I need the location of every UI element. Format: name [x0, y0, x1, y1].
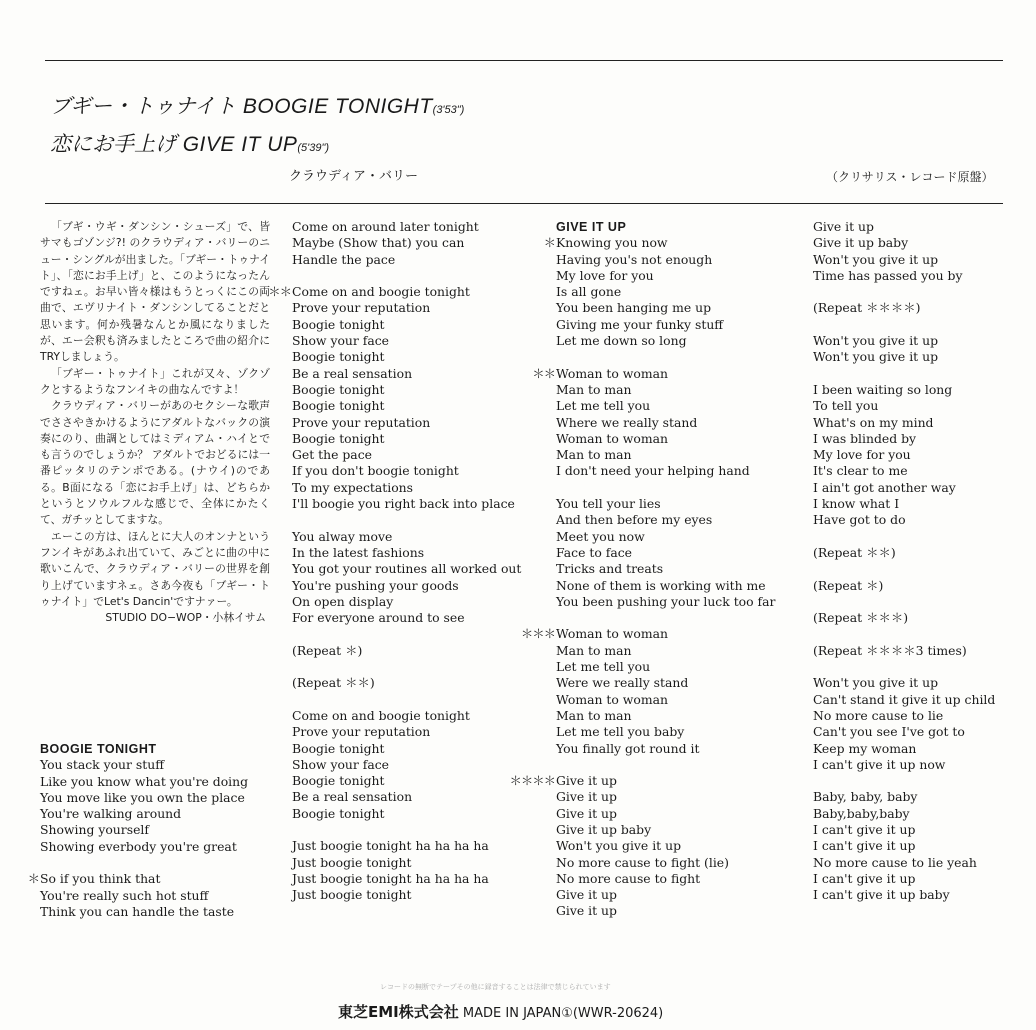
lyric-text: What's on my mind: [813, 414, 934, 430]
lyric-text: Man to man: [556, 381, 632, 397]
song2-title-en: GIVE IT UP: [182, 133, 298, 156]
lyric-text: Think you can handle the taste: [40, 903, 235, 919]
lyric-line: [813, 838, 995, 854]
lyric-text: I don't need your helping hand: [556, 463, 750, 479]
lyric-line: [556, 675, 775, 691]
lyric-line: [556, 887, 775, 903]
lyric-text: To my expectations: [292, 479, 414, 495]
lyric-line: [292, 349, 521, 365]
lyric-line: [556, 545, 775, 561]
lyric-text: Give it up: [556, 789, 617, 805]
footer: [338, 1001, 663, 1022]
lyric-line: [40, 855, 248, 871]
lyric-line: [292, 561, 521, 577]
lyric-line: [292, 431, 521, 447]
lyric-text: Let me down so long: [556, 333, 687, 349]
lyric-line: [292, 887, 521, 903]
liner-notes-paragraph: 「ブギ・ウギ・ダンシン・シューズ」で、皆サマもゴゾンジ?! のクラウディア・バリーのニュー・シングルが出ました。「ブギー・トゥナイト」、「恋にお手上げ」と、このようになったんですねェ。お早い皆々様はもうとっくにこの両曲で、エヴリナイト・ダンシンしてることだと思います。何か残暑なんとか風になりましたが、エー会釈も済みましたところで曲の紹介にTRYしましょう。: [40, 220, 270, 364]
lyric-line: [556, 741, 775, 757]
catalog-number: ①(WWR-20624): [561, 1006, 664, 1021]
lyric-line: [813, 610, 995, 626]
lyric-line: [40, 757, 248, 773]
lyric-line: [813, 806, 995, 822]
lyric-text: It's clear to me: [813, 463, 908, 479]
top-rule: [45, 60, 1003, 61]
lyric-line: [292, 300, 521, 316]
lyric-text: Woman to woman: [556, 626, 668, 642]
lyric-text: None of them is working with me: [556, 577, 766, 593]
repeat-marker: ＊＊: [532, 365, 555, 381]
label-credit: （クリサリス・レコード原盤）: [826, 170, 994, 184]
lyric-line: [813, 463, 995, 479]
lyric-text: Give it up baby: [556, 821, 652, 837]
liner-notes-paragraph: 「ブギー・トゥナイト」これが又々、ゾクゾクとするようなフンイキの曲なんですよ！: [40, 366, 270, 396]
lyric-text: Woman to woman: [556, 430, 668, 446]
lyric-text: Come on and boogie tonight: [292, 284, 470, 300]
lyric-text: You been pushing your luck too far: [556, 593, 776, 609]
lyric-line: [813, 512, 995, 528]
lyric-text: I know what I: [813, 496, 900, 512]
lyric-text: Boogie tonight: [292, 398, 385, 414]
lyric-text: Prove your reputation: [292, 724, 431, 740]
lyric-text: Show your face: [292, 333, 390, 349]
song2-title-jp: 恋にお手上げ: [50, 132, 176, 156]
lyric-line: [268, 284, 521, 300]
lyric-line: [292, 838, 521, 854]
lyric-line: [292, 855, 521, 871]
lyric-line: [556, 252, 775, 268]
lyric-text: Be a real sensation: [292, 365, 413, 381]
lyric-text: Can't stand it give it up child: [813, 691, 996, 707]
lyric-text: Won't you give it up: [556, 838, 681, 854]
lyric-line: [292, 366, 521, 382]
song1-title-jp: ブギー・トゥナイト: [50, 94, 237, 118]
lyric-line: [556, 871, 775, 887]
lyric-line: [813, 447, 995, 463]
give-it-up-heading: GIVE IT UP: [556, 220, 627, 234]
lyric-text: You're pushing your goods: [292, 577, 459, 593]
lyric-text: Man to man: [556, 447, 632, 463]
lyric-line: [292, 659, 521, 675]
lyric-line: [292, 773, 521, 789]
give-it-up-lyrics-cont: [813, 219, 995, 903]
lyric-line: [813, 659, 995, 675]
lyric-line: [556, 447, 775, 463]
lyric-line: [813, 741, 995, 757]
lyric-text: If you don't boogie tonight: [292, 463, 459, 479]
lyric-text: Boogie tonight: [292, 381, 385, 397]
company-name: 東芝EMI株式会社: [338, 1003, 459, 1021]
lyric-text: Won't you give it up: [813, 251, 938, 267]
lyric-line: [813, 382, 995, 398]
lyric-line: [556, 806, 775, 822]
lyric-line: [813, 561, 995, 577]
lyric-line: [292, 268, 521, 284]
lyric-text: Give it up: [813, 219, 874, 234]
lyric-line: [292, 626, 521, 642]
lyric-text: Give it up baby: [813, 235, 909, 251]
liner-notes-paragraph: エーこの方は、ほんとに大人のオンナというフンイキがあふれ出ていて、みごとに曲の中に歌いこんで、クラウディア・バリーの世界を創り上げていますネェ。さあ今夜も「ブギー・トゥナイト」でLet's Dancin'ですナァー。: [40, 529, 270, 608]
lyric-text: For everyone around to see: [292, 610, 465, 626]
lyric-line: [556, 594, 775, 610]
lyric-text: I been waiting so long: [813, 381, 953, 397]
lyric-text: I was blinded by: [813, 430, 917, 446]
lyric-text: Boogie tonight: [292, 430, 385, 446]
lyric-text: Showing everbody you're great: [40, 838, 237, 854]
lyric-line: [556, 822, 775, 838]
lyric-text: Meet you now: [556, 528, 645, 544]
lyric-text: I can't give it up: [813, 870, 916, 886]
lyric-text: Come on and boogie tonight: [292, 707, 470, 723]
boogie-tonight-lyrics: [268, 219, 522, 903]
lyric-text: Boogie tonight: [292, 740, 385, 756]
lyric-text: Handle the pace: [292, 251, 396, 267]
artist-name: クラウディア・バリー: [289, 169, 418, 184]
lyric-line: [292, 643, 521, 659]
boogie-tonight-lyrics-cont: [27, 741, 249, 920]
give-it-up-lyrics: [509, 219, 776, 920]
lyric-text: (Repeat ＊＊＊＊3 times): [813, 642, 967, 658]
lyric-text: Having you's not enough: [556, 251, 713, 267]
lyric-text: Like you know what you're doing: [40, 773, 249, 789]
lyric-line: [556, 398, 775, 414]
lyric-line: [556, 529, 775, 545]
lyric-text: Boogie tonight: [292, 773, 385, 789]
lyric-text: Tricks and treats: [556, 561, 664, 577]
repeat-marker: ＊＊＊＊: [509, 773, 555, 789]
lyric-text: (Repeat ＊＊): [813, 544, 896, 560]
lyric-line: [292, 806, 521, 822]
lyric-text: I'll boogie you right back into place: [292, 496, 515, 512]
lyric-line: [813, 268, 995, 284]
lyric-text: My love for you: [813, 447, 911, 463]
lyric-text: To tell you: [813, 398, 879, 414]
lyric-text: On open display: [292, 593, 394, 609]
lyric-text: Keep my woman: [813, 740, 917, 756]
lyric-line: [509, 773, 775, 789]
boogie-tonight-heading: BOOGIE TONIGHT: [40, 742, 157, 756]
lyric-text: Giving me your funky stuff: [556, 316, 724, 332]
lyric-line: [556, 268, 775, 284]
lyric-line: [556, 724, 775, 740]
lyric-text: Give it up: [556, 773, 617, 789]
lyric-text: You move like you own the place: [40, 789, 245, 805]
lyric-line: [556, 659, 775, 675]
lyric-text: Prove your reputation: [292, 300, 431, 316]
lyric-line: [40, 774, 248, 790]
lyric-line: [813, 675, 995, 691]
lyric-line: [292, 415, 521, 431]
liner-notes-credit: STUDIO DO−WOP・小林イサム: [105, 611, 266, 625]
lyric-line: [40, 904, 248, 920]
lyric-text: So if you think that: [40, 871, 161, 887]
lyric-line: [292, 545, 521, 561]
lyric-line: [813, 724, 995, 740]
lyric-line: [813, 692, 995, 708]
lyric-text: My love for you: [556, 267, 654, 283]
lyric-line: [292, 757, 521, 773]
lyric-line: [556, 838, 775, 854]
lyric-text: (Repeat ＊＊＊): [813, 610, 909, 626]
lyric-line: [556, 317, 775, 333]
lyric-line: [813, 317, 995, 333]
lyric-line: [813, 529, 995, 545]
lyric-line: [292, 333, 521, 349]
repeat-marker: ＊＊＊: [520, 626, 555, 642]
lyric-text: No more cause to fight (lie): [556, 854, 729, 870]
lyric-line: [292, 741, 521, 757]
song1-title: [50, 90, 464, 120]
lyric-line: [556, 643, 775, 659]
lyric-text: Just boogie tonight: [292, 887, 412, 903]
made-in: MADE IN JAPAN: [462, 1006, 562, 1021]
lyric-text: In the latest fashions: [292, 544, 425, 560]
lyric-text: I can't give it up: [813, 821, 916, 837]
lyric-line: [556, 431, 775, 447]
lyric-text: Just boogie tonight ha ha ha ha: [292, 838, 489, 854]
lyric-line: [40, 888, 248, 904]
lyric-line: [556, 855, 775, 871]
lyric-line: [556, 561, 775, 577]
lyric-line: [556, 610, 775, 626]
lyric-line: [813, 594, 995, 610]
lyric-line: [543, 235, 775, 251]
lyric-line: [813, 252, 995, 268]
lyric-line: [292, 252, 521, 268]
lyric-text: Boogie tonight: [292, 349, 385, 365]
lyric-text: I ain't got another way: [813, 479, 956, 495]
lyric-text: Time has passed you by: [813, 267, 963, 283]
lyric-line: [813, 643, 995, 659]
lyric-line: [292, 724, 521, 740]
lyric-line: [556, 692, 775, 708]
lyric-text: No more cause to lie yeah: [813, 854, 977, 870]
lyric-line: [556, 496, 775, 512]
mid-rule: [45, 203, 1003, 204]
lyric-line: [813, 349, 995, 365]
lyric-text: Baby,baby,baby: [813, 805, 910, 821]
lyric-line: [292, 578, 521, 594]
song2-duration: (5'39"): [297, 142, 330, 154]
lyric-line: [292, 447, 521, 463]
lyric-text: You alway move: [292, 528, 393, 544]
lyric-line: [813, 300, 995, 316]
lyric-line: [813, 757, 995, 773]
lyric-line: [556, 789, 775, 805]
lyric-line: [40, 806, 248, 822]
lyrics-lines: [509, 235, 776, 919]
lyric-text: Maybe (Show that) you can: [292, 235, 465, 251]
lyric-line: [556, 349, 775, 365]
lyric-line: [520, 626, 775, 642]
lyric-line: [292, 789, 521, 805]
lyric-text: (Repeat ＊＊＊＊): [813, 300, 921, 316]
lyric-line: [556, 415, 775, 431]
lyric-line: [813, 219, 995, 235]
lyric-text: Baby, baby, baby: [813, 789, 918, 805]
lyric-text: You finally got round it: [556, 740, 700, 756]
lyric-line: [556, 382, 775, 398]
liner-notes: [40, 219, 270, 626]
lyric-text: Won't you give it up: [813, 333, 938, 349]
lyric-line: [556, 463, 775, 479]
lyric-line: [27, 871, 248, 887]
lyric-line: [292, 317, 521, 333]
lyric-text: Is all gone: [556, 284, 622, 300]
lyric-line: [813, 871, 995, 887]
lyric-text: Were we really stand: [556, 675, 689, 691]
lyric-line: [40, 790, 248, 806]
lyric-line: [813, 398, 995, 414]
lyric-line: [292, 480, 521, 496]
lyric-text: I can't give it up baby: [813, 887, 950, 903]
lyric-line: [813, 366, 995, 382]
lyric-line: [292, 692, 521, 708]
lyric-line: [292, 594, 521, 610]
lyric-text: I can't give it up now: [813, 756, 946, 772]
lyric-line: [813, 284, 995, 300]
lyric-text: You're walking around: [40, 806, 182, 822]
lyric-text: Get the pace: [292, 447, 372, 463]
lyric-line: [532, 365, 775, 382]
lyric-text: And then before my eyes: [556, 512, 713, 528]
lyric-text: You got your routines all worked out: [292, 561, 522, 577]
lyric-line: [813, 415, 995, 431]
lyric-line: [556, 578, 775, 594]
lyric-text: Let me tell you baby: [556, 724, 685, 740]
lyric-text: Have got to do: [813, 512, 906, 528]
lyric-line: [813, 480, 995, 496]
lyric-text: Man to man: [556, 707, 632, 723]
lyric-line: [813, 545, 995, 561]
lyric-line: [292, 496, 521, 512]
lyric-line: [292, 463, 521, 479]
lyric-line: [813, 431, 995, 447]
lyric-text: Woman to woman: [556, 365, 668, 381]
lyric-line: [813, 496, 995, 512]
copyright-warning: レコードの無断でテープその他に録音することは法律で禁じられています: [380, 983, 611, 991]
lyric-text: Show your face: [292, 756, 390, 772]
lyric-line: [813, 887, 995, 903]
lyric-line: [813, 789, 995, 805]
lyric-line: [813, 822, 995, 838]
lyric-text: Give it up: [556, 903, 617, 919]
lyric-text: (Repeat ＊): [813, 577, 884, 593]
lyric-line: [556, 757, 775, 773]
lyric-text: Give it up: [556, 805, 617, 821]
lyric-text: You stack your stuff: [40, 757, 165, 773]
lyric-text: (Repeat ＊): [292, 642, 363, 658]
lyric-text: Can't you see I've got to: [813, 724, 965, 740]
lyric-line: [813, 773, 995, 789]
lyric-text: Where we really stand: [556, 414, 698, 430]
lyric-line: [292, 610, 521, 626]
lyric-line: [556, 284, 775, 300]
lyric-text: You been hanging me up: [556, 300, 712, 316]
song1-duration: (3'53"): [432, 104, 465, 116]
lyric-line: [292, 675, 521, 691]
lyric-line: [292, 512, 521, 528]
lyric-text: Come on around later tonight: [292, 219, 479, 234]
lyric-line: [813, 333, 995, 349]
lyric-line: [813, 708, 995, 724]
lyric-line: [292, 398, 521, 414]
lyric-line: [556, 480, 775, 496]
repeat-marker: ＊: [27, 871, 39, 887]
lyric-line: [813, 626, 995, 642]
lyric-line: [292, 871, 521, 887]
lyric-line: [292, 219, 521, 235]
lyric-line: [813, 235, 995, 251]
lyric-line: [292, 235, 521, 251]
song1-title-en: BOOGIE TONIGHT: [242, 95, 433, 118]
lyric-text: No more cause to fight: [556, 870, 701, 886]
lyric-line: [40, 839, 248, 855]
repeat-marker: ＊＊: [268, 284, 291, 300]
lyric-text: (Repeat ＊＊): [292, 675, 375, 691]
lyric-text: Boogie tonight: [292, 805, 385, 821]
lyric-text: Knowing you now: [556, 235, 668, 251]
lyric-text: You tell your lies: [556, 496, 661, 512]
lyric-line: [556, 300, 775, 316]
lyric-line: [292, 708, 521, 724]
lyric-text: Prove your reputation: [292, 414, 431, 430]
lyric-line: [556, 903, 775, 919]
lyric-text: Boogie tonight: [292, 316, 385, 332]
lyric-line: [292, 822, 521, 838]
lyric-text: Man to man: [556, 642, 632, 658]
liner-notes-paragraph: クラウディア・バリーがあのセクシーな歌声でささやきかけるようにアダルトなバックの演奏にのり、曲調としてはミディアム・ハイとでも言うのでしょうか？ アダルトでおどるには一番ピッタリのテンポである。(ナウイ)のである。B面になる「恋にお手上げ」は、どちらかというとソウルフルな感じで、全体にかたくて、ガチッとしてますな。: [40, 399, 270, 527]
lyric-text: Let me tell you: [556, 659, 651, 675]
song2-title: [50, 128, 329, 158]
lyric-line: [813, 578, 995, 594]
lyric-text: Just boogie tonight ha ha ha ha: [292, 870, 489, 886]
lyric-line: [556, 512, 775, 528]
lyric-text: Won't you give it up: [813, 349, 938, 365]
lyric-text: Let me tell you: [556, 398, 651, 414]
repeat-marker: ＊: [543, 235, 555, 251]
lyric-text: Just boogie tonight: [292, 854, 412, 870]
lyric-text: Won't you give it up: [813, 675, 938, 691]
lyric-text: Woman to woman: [556, 691, 668, 707]
lyric-line: [292, 382, 521, 398]
lyric-line: [292, 529, 521, 545]
lyric-line: [556, 333, 775, 349]
lyric-text: No more cause to lie: [813, 707, 944, 723]
lyric-text: Give it up: [556, 887, 617, 903]
lyric-line: [556, 708, 775, 724]
lyric-text: Showing yourself: [40, 822, 149, 838]
lyric-text: Face to face: [556, 544, 632, 560]
lyric-text: Be a real sensation: [292, 789, 413, 805]
lyric-line: [813, 855, 995, 871]
lyric-line: [40, 822, 248, 838]
lyrics-lines: [27, 757, 249, 920]
lyric-text: I can't give it up: [813, 838, 916, 854]
lyric-text: You're really such hot stuff: [40, 887, 209, 903]
